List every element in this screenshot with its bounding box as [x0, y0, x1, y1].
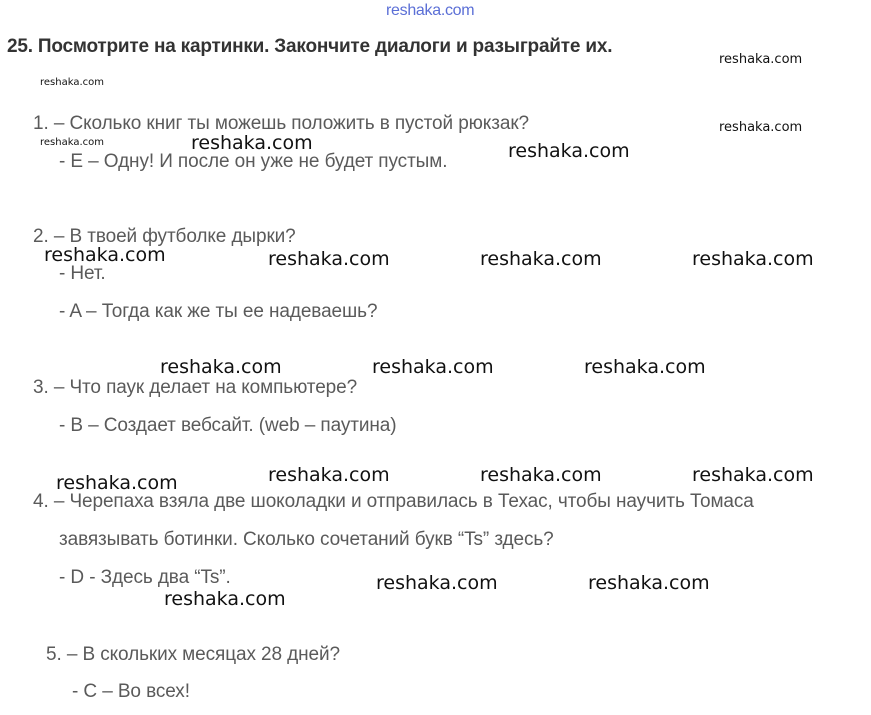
watermark: reshaka.com [376, 572, 498, 594]
dialog-2-answer-1: - Нет. [59, 263, 106, 284]
dialog-1-answer: - E – Одну! И после он уже не будет пустым. [59, 151, 448, 172]
top-watermark: reshaka.com [386, 2, 475, 19]
dialog-4-question-cont: завязывать ботинки. Сколько сочетаний букв “Ts” здесь? [59, 529, 554, 550]
watermark: reshaka.com [692, 248, 814, 270]
task-title: 25. Посмотрите на картинки. Закончите диалоги и разыграйте их. [7, 36, 613, 57]
watermark: reshaka.com [164, 588, 286, 610]
watermark: reshaka.com [268, 464, 390, 486]
watermark: reshaka.com [588, 572, 710, 594]
dialog-2-answer-2: - A – Тогда как же ты ее надеваешь? [59, 301, 378, 322]
dialog-4-question: 4. – Черепаха взяла две шоколадки и отправилась в Техас, чтобы научить Томаса [33, 491, 754, 512]
watermark: reshaka.com [56, 472, 178, 494]
dialog-1-question: 1. – Сколько книг ты можешь положить в пустой рюкзак? [33, 113, 529, 134]
dialog-3-question: 3. – Что паук делает на компьютере? [33, 377, 358, 398]
watermark: reshaka.com [480, 464, 602, 486]
dialog-4-answer: - D - Здесь два “Ts”. [59, 567, 231, 588]
watermark: reshaka.com [191, 132, 313, 154]
watermark: reshaka.com [692, 464, 814, 486]
watermark: reshaka.com [40, 77, 104, 88]
watermark: reshaka.com [40, 137, 104, 148]
watermark: reshaka.com [719, 52, 803, 67]
watermark: reshaka.com [508, 140, 630, 162]
dialog-5-question: 5. – В скольких месяцах 28 дней? [46, 644, 340, 665]
watermark: reshaka.com [372, 356, 494, 378]
watermark: reshaka.com [268, 248, 390, 270]
watermark: reshaka.com [44, 244, 166, 266]
watermark: reshaka.com [719, 120, 803, 135]
dialog-5-answer: - C – Во всех! [72, 681, 190, 702]
watermark: reshaka.com [160, 356, 282, 378]
dialog-2-question: 2. – В твоей футболке дырки? [33, 226, 296, 247]
watermark: reshaka.com [480, 248, 602, 270]
watermark: reshaka.com [584, 356, 706, 378]
dialog-3-answer: - B – Создает вебсайт. (web – паутина) [59, 415, 397, 436]
